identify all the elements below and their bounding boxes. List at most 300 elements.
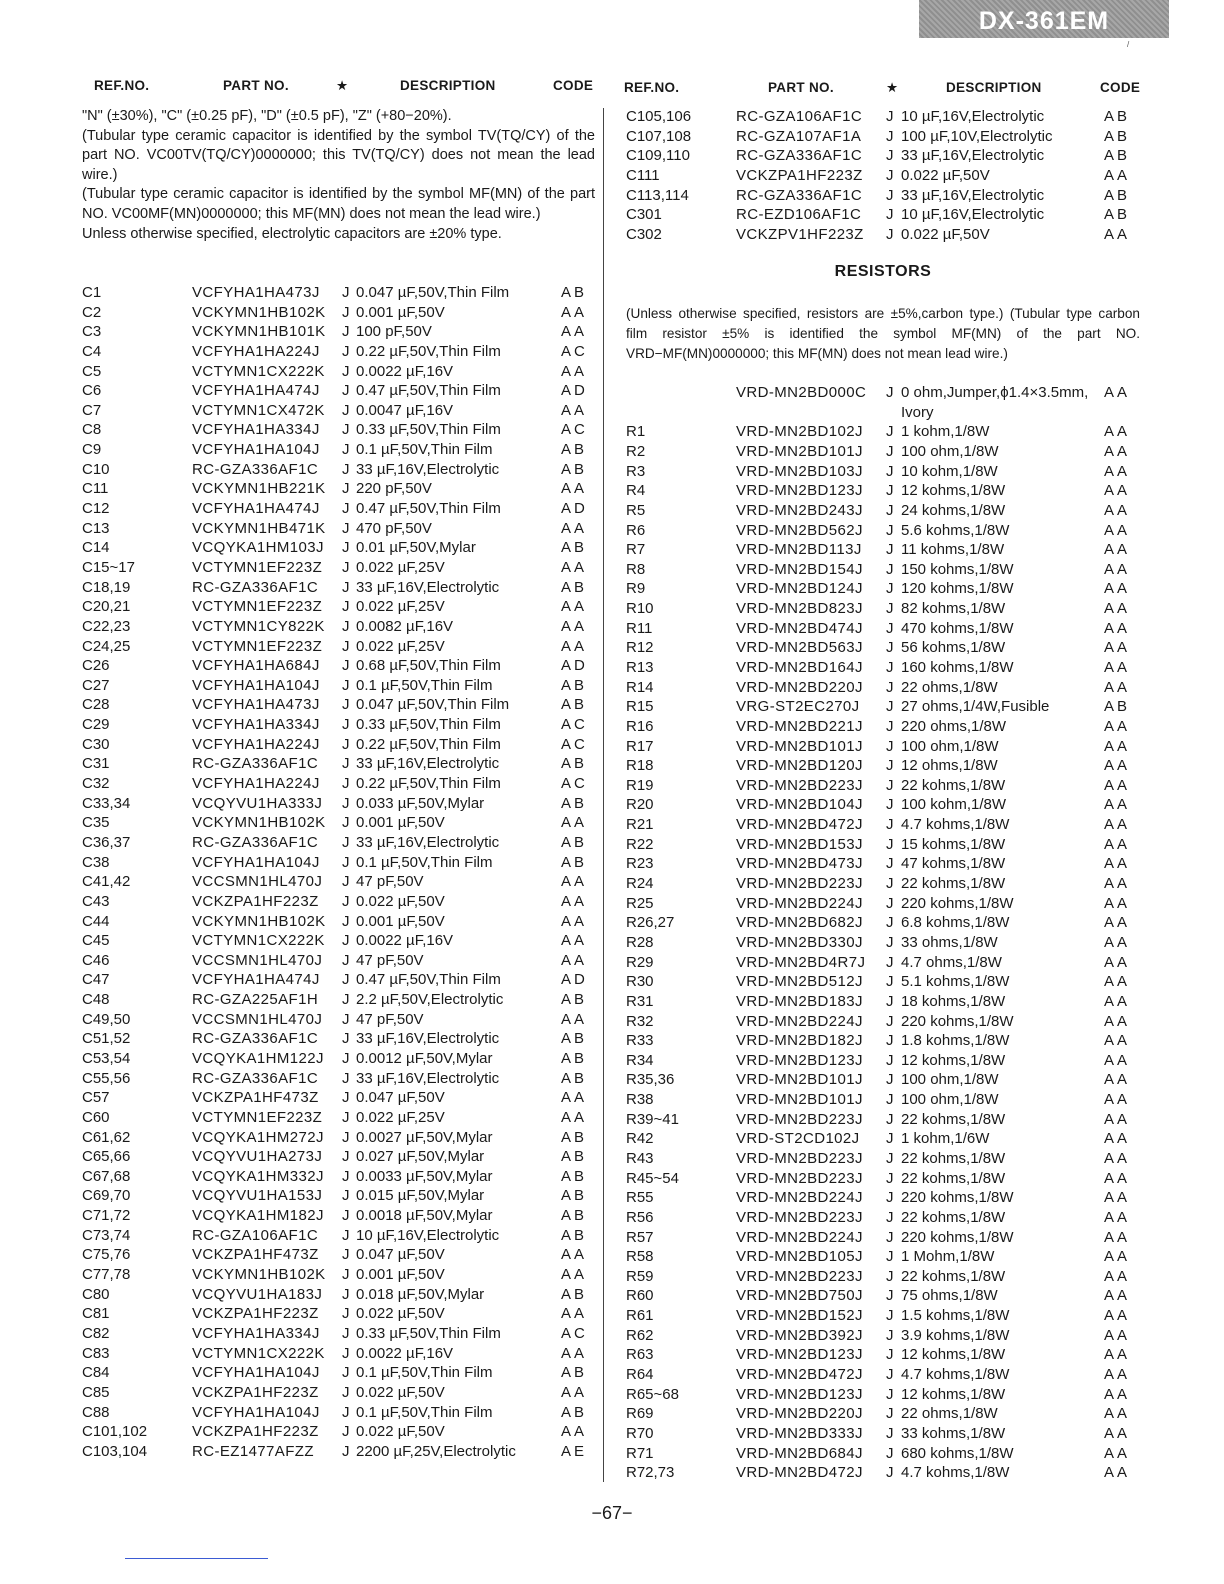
- description-cell: 220 kohms,1/8W: [901, 1189, 1014, 1207]
- rank-cell: J: [342, 558, 350, 576]
- rank-cell: J: [342, 460, 350, 478]
- rank-cell: J: [342, 1167, 350, 1185]
- description-cell: 33 µF,16V,Electrolytic: [356, 833, 500, 851]
- description-cell: 0.027 µF,50V,Mylar: [356, 1148, 485, 1166]
- part-no-cell: VCQYKA1HM182J: [192, 1207, 324, 1225]
- description-cell: 22 kohms,1/8W: [901, 1150, 1006, 1167]
- part-no-cell: VCKZPA1HF473Z: [192, 1246, 319, 1264]
- part-no-cell: VCTYMN1EF223Z: [192, 598, 323, 616]
- code-cell: AB: [1104, 147, 1131, 165]
- description-cell: 0.22 µF,50V,Thin Film: [356, 775, 501, 793]
- description-cell: 2200 µF,25V,Electrolytic: [356, 1442, 516, 1460]
- part-no-cell: VRD-MN2BD472J: [736, 816, 863, 834]
- code-cell: AA: [1104, 225, 1131, 243]
- code-cell: AA: [1104, 1346, 1131, 1364]
- ref-cell: R9: [626, 580, 646, 598]
- rank-cell: J: [886, 600, 894, 618]
- rank-cell: J: [342, 755, 350, 773]
- part-no-cell: VCTYMN1EF223Z: [192, 558, 323, 576]
- description-cell: 0.0022 µF,16V: [356, 362, 454, 380]
- rank-cell: J: [886, 678, 894, 696]
- part-no-cell: VCKYMN1HB102K: [192, 814, 326, 832]
- description-cell: 100 ohm,1/8W: [901, 442, 999, 460]
- header-description: DESCRIPTION: [946, 80, 1042, 95]
- code-cell: AA: [1104, 678, 1131, 696]
- ref-cell: R30: [626, 973, 654, 991]
- code-cell: AA: [561, 362, 588, 380]
- ref-cell: R10: [626, 600, 654, 618]
- part-no-cell: VCFYHA1HA474J: [192, 382, 320, 400]
- part-no-cell: VCQYKA1HM332J: [192, 1167, 324, 1185]
- ref-cell: R18: [626, 757, 654, 775]
- rank-cell: J: [342, 1207, 350, 1225]
- code-cell: AB: [561, 1285, 588, 1303]
- part-no-cell: VRD-MN2BD224J: [736, 1228, 863, 1246]
- rank-cell: J: [886, 580, 894, 598]
- ref-cell: C1: [82, 284, 102, 301]
- code-cell: AC: [561, 1324, 588, 1342]
- code-cell: AA: [561, 401, 588, 419]
- part-no-cell: RC-GZA336AF1C: [192, 755, 319, 773]
- ref-cell: C81: [82, 1305, 110, 1323]
- description-cell: 0.033 µF,50V,Mylar: [356, 794, 485, 812]
- description-cell: 33 µF,16V,Electrolytic: [901, 186, 1045, 204]
- ref-cell: R61: [626, 1307, 654, 1325]
- description-cell: 0.047 µF,50V: [356, 1246, 445, 1264]
- description-cell: 0.047 µF,50V: [356, 1089, 445, 1107]
- part-no-cell: VCQYVU1HA333J: [192, 794, 323, 812]
- ref-cell: C28: [82, 696, 110, 714]
- tubular-tv-note: (Tubular type ceramic capacitor is identified by the symbol TV(TQ/CY) of the part NO. VC00TV(TQ/CY)0000000; this TV(TQ/CY) does not mean the lead wire.): [82, 127, 595, 183]
- ref-cell: R12: [626, 639, 654, 657]
- part-no-cell: VCFYHA1HA104J: [192, 676, 320, 694]
- description-cell: 33 µF,16V,Electrolytic: [356, 1069, 500, 1087]
- ref-cell: C47: [82, 971, 110, 989]
- rank-cell: J: [886, 1248, 894, 1266]
- description-cell: 0.022 µF,25V: [356, 598, 445, 616]
- rank-cell: J: [342, 833, 350, 851]
- code-cell: AA: [1104, 521, 1131, 539]
- part-no-cell: VRD-MN2BD223J: [736, 1169, 863, 1187]
- ref-cell: R2: [626, 442, 646, 460]
- description-cell: 10 µF,16V,Electrolytic: [356, 1226, 500, 1244]
- part-no-cell: VRD-MN2BD223J: [736, 1267, 863, 1285]
- ref-cell: R16: [626, 717, 654, 735]
- rank-cell: J: [886, 1012, 894, 1030]
- code-cell: AC: [561, 716, 588, 734]
- description-cell: 33 µF,16V,Electrolytic: [356, 578, 500, 596]
- ref-cell: R5: [626, 501, 646, 519]
- ref-cell: C53,54: [82, 1049, 131, 1067]
- ref-cell: R4: [626, 482, 646, 500]
- header-description: DESCRIPTION: [400, 78, 496, 93]
- part-no-cell: VCQYVU1HA183J: [192, 1285, 323, 1303]
- rank-cell: J: [886, 875, 894, 893]
- part-no-cell: VRD-MN2BD563J: [736, 639, 863, 657]
- rank-cell: J: [886, 619, 894, 637]
- rank-cell: J: [886, 1464, 894, 1482]
- code-cell: AA: [1104, 1208, 1131, 1226]
- header-ref-no: REF.NO.: [94, 78, 150, 93]
- electrolytic-note: Unless otherwise specified, electrolytic capacitors are ±20% type.: [82, 225, 502, 242]
- part-no-cell: VRD-MN2BD000C: [736, 384, 867, 401]
- ref-cell: R31: [626, 992, 654, 1010]
- ref-cell: C12: [82, 500, 110, 518]
- part-no-cell: VRD-MN2BD101J: [736, 1071, 863, 1089]
- code-cell: AA: [1104, 835, 1131, 853]
- description-cell: 220 kohms,1/8W: [901, 894, 1014, 912]
- rank-cell: J: [342, 912, 350, 930]
- rank-cell: J: [342, 480, 350, 498]
- part-no-cell: VCFYHA1HA684J: [192, 657, 320, 675]
- ref-cell: R13: [626, 658, 654, 676]
- description-cell: 4.7 ohms,1/8W: [901, 953, 1002, 971]
- ref-cell: R8: [626, 560, 646, 578]
- code-cell: AB: [561, 1148, 588, 1166]
- description-cell: 0.33 µF,50V,Thin Film: [356, 1324, 501, 1342]
- ref-cell: C26: [82, 657, 110, 675]
- rank-cell: J: [342, 637, 350, 655]
- rank-cell: J: [886, 1444, 894, 1462]
- rank-cell: J: [886, 1169, 894, 1187]
- rank-cell: J: [886, 482, 894, 500]
- rank-cell: J: [886, 757, 894, 775]
- part-no-cell: VRD-MN2BD823J: [736, 600, 863, 618]
- description-cell: 24 kohms,1/8W: [901, 501, 1006, 519]
- header-code: CODE: [553, 78, 594, 93]
- resistors-note: (Unless otherwise specified, resistors are ±5%,carbon type.) (Tubular type carbon film resistor ±5% is identified the symbol MF(MN) of the part NO. VRD−MF(MN)0000000; this MF(MN) does not mean lead wire.): [626, 306, 1140, 361]
- rank-cell: J: [886, 1110, 894, 1128]
- rank-cell: J: [342, 1442, 350, 1460]
- part-no-cell: RC-GZA336AF1C: [192, 833, 319, 851]
- rank-cell: J: [886, 501, 894, 519]
- rank-cell: J: [886, 658, 894, 676]
- code-cell: AA: [561, 303, 588, 321]
- ref-cell: R24: [626, 875, 654, 893]
- description-cell: 150 kohms,1/8W: [901, 560, 1014, 578]
- ref-cell: R57: [626, 1228, 654, 1246]
- part-no-cell: VCQYKA1HM122J: [192, 1049, 324, 1067]
- code-cell: AB: [1104, 206, 1131, 224]
- description-cell: 33 kohms,1/8W: [901, 1424, 1006, 1442]
- part-no-cell: VCTYMN1CX472K: [192, 401, 325, 419]
- part-no-cell: VCFYHA1HA334J: [192, 716, 320, 734]
- rank-cell: J: [886, 953, 894, 971]
- rank-cell: J: [886, 1424, 894, 1442]
- ref-cell: C41,42: [82, 873, 131, 891]
- rank-cell: J: [342, 1030, 350, 1048]
- rank-cell: J: [342, 1305, 350, 1323]
- ref-cell: C7: [82, 401, 102, 419]
- description-cell: 56 kohms,1/8W: [901, 639, 1006, 657]
- rank-cell: J: [342, 657, 350, 675]
- ref-cell: C33,34: [82, 794, 131, 812]
- code-cell: AA: [561, 1266, 588, 1284]
- rank-cell: J: [886, 166, 894, 184]
- description-cell: 0.0022 µF,16V: [356, 932, 454, 950]
- ref-cell: C60: [82, 1108, 110, 1126]
- rank-cell: J: [342, 1069, 350, 1087]
- part-no-cell: RC-GZA106AF1C: [736, 108, 863, 125]
- ref-cell: C46: [82, 951, 110, 969]
- code-cell: AA: [1104, 462, 1131, 480]
- ref-cell: R56: [626, 1208, 654, 1226]
- part-no-cell: RC-GZA336AF1C: [192, 578, 319, 596]
- ref-cell: C27: [82, 676, 110, 694]
- ref-cell: R33: [626, 1032, 654, 1050]
- description-cell: 0.0082 µF,16V: [356, 617, 454, 635]
- code-cell: AA: [1104, 894, 1131, 912]
- part-no-cell: VCKZPA1HF223Z: [192, 1423, 319, 1441]
- ref-cell: C10: [82, 460, 110, 478]
- description-cell: 11 kohms,1/8W: [901, 541, 1005, 559]
- rank-cell: J: [342, 323, 350, 341]
- ref-cell: R71: [626, 1444, 654, 1462]
- ref-cell: C49,50: [82, 1010, 131, 1028]
- ref-cell: C82: [82, 1324, 110, 1342]
- code-cell: AB: [561, 991, 588, 1009]
- part-no-cell: RC-GZA106AF1C: [192, 1226, 319, 1244]
- rank-cell: J: [342, 539, 350, 557]
- ref-cell: C5: [82, 362, 102, 380]
- rank-cell: J: [342, 735, 350, 753]
- code-cell: AA: [561, 617, 588, 635]
- part-no-cell: RC-GZA107AF1A: [736, 127, 862, 145]
- part-no-cell: VCTYMN1CX222K: [192, 362, 325, 380]
- ref-cell: R29: [626, 953, 654, 971]
- part-no-cell: VRD-MN2BD221J: [736, 717, 863, 735]
- capacitor-notes: [82, 107, 595, 244]
- ref-cell: C3: [82, 323, 102, 341]
- description-cell: 0.0012 µF,50V,Mylar: [356, 1049, 493, 1067]
- rank-cell: J: [886, 835, 894, 853]
- ref-cell: C105,106: [626, 108, 692, 125]
- description-cell: 12 kohms,1/8W: [901, 1385, 1006, 1403]
- code-cell: AB: [561, 539, 588, 557]
- description-cell: 0.001 µF,50V: [356, 1266, 445, 1284]
- part-no-cell: VRD-MN2BD223J: [736, 1150, 863, 1167]
- header-code: CODE: [1100, 80, 1141, 95]
- part-no-cell: VCFYHA1HA104J: [192, 441, 320, 459]
- code-cell: AB: [561, 1030, 588, 1048]
- rank-cell: J: [342, 1187, 350, 1205]
- header-star: ★: [336, 78, 349, 93]
- part-no-cell: VRD-MN2BD684J: [736, 1444, 863, 1462]
- part-no-cell: VCFYHA1HA334J: [192, 421, 320, 439]
- ref-cell: C88: [82, 1403, 110, 1421]
- ref-cell: C38: [82, 853, 110, 871]
- description-cell: 33 µF,16V,Electrolytic: [901, 147, 1045, 165]
- description-cell: 0.47 µF,50V,Thin Film: [356, 500, 501, 518]
- description-cell: 1.5 kohms,1/8W: [901, 1307, 1010, 1325]
- part-no-cell: VCCSMN1HL470J: [192, 951, 323, 969]
- part-no-cell: VRD-MN2BD153J: [736, 835, 863, 853]
- part-no-cell: VCKZPV1HF223Z: [736, 225, 864, 243]
- ref-cell: R72,73: [626, 1464, 675, 1482]
- code-cell: AB: [561, 1226, 588, 1244]
- rank-cell: J: [342, 1364, 350, 1382]
- code-cell: AA: [1104, 992, 1131, 1010]
- description-cell: 0.015 µF,50V,Mylar: [356, 1187, 485, 1205]
- header-part-no: PART NO.: [768, 80, 834, 95]
- rank-cell: J: [886, 462, 894, 480]
- code-cell: AC: [561, 342, 588, 360]
- code-cell: AA: [561, 558, 588, 576]
- part-no-cell: VCKZPA1HF223Z: [192, 892, 319, 910]
- part-no-cell: VRD-MN2BD333J: [736, 1424, 863, 1442]
- code-cell: AB: [1104, 108, 1131, 125]
- description-cell: 15 kohms,1/8W: [901, 835, 1006, 853]
- ref-cell: C69,70: [82, 1187, 131, 1205]
- description-cell: 680 kohms,1/8W: [901, 1444, 1014, 1462]
- rank-cell: J: [342, 1089, 350, 1107]
- code-cell: AB: [561, 578, 588, 596]
- description-cell: 0.0022 µF,16V: [356, 1344, 454, 1362]
- ref-cell: R14: [626, 678, 654, 696]
- part-no-cell: VRD-MN2BD512J: [736, 973, 863, 991]
- code-cell: AB: [561, 1167, 588, 1185]
- registration-mark: /: [1127, 40, 1130, 49]
- part-no-cell: VRD-MN2BD120J: [736, 757, 863, 775]
- part-no-cell: VCFYHA1HA224J: [192, 735, 320, 753]
- rank-cell: J: [342, 1285, 350, 1303]
- rank-cell: J: [342, 873, 350, 891]
- code-cell: AB: [561, 1403, 588, 1421]
- ref-cell: C73,74: [82, 1226, 131, 1244]
- part-no-cell: VCCSMN1HL470J: [192, 873, 323, 891]
- code-cell: AA: [561, 1108, 588, 1126]
- code-cell: AA: [1104, 1405, 1131, 1423]
- code-cell: AA: [561, 951, 588, 969]
- description-cell: 100 µF,10V,Electrolytic: [901, 127, 1053, 145]
- code-cell: AA: [1104, 737, 1131, 755]
- description-cell: 0.1 µF,50V,Thin Film: [356, 853, 493, 871]
- ref-cell: C13: [82, 519, 110, 537]
- ref-cell: R70: [626, 1424, 654, 1442]
- rank-cell: J: [342, 578, 350, 596]
- code-cell: AA: [1104, 1326, 1131, 1344]
- part-no-cell: RC-GZA336AF1C: [192, 1069, 319, 1087]
- part-no-cell: VCFYHA1HA334J: [192, 1324, 320, 1342]
- description-cell: 0.018 µF,50V,Mylar: [356, 1285, 485, 1303]
- code-cell: AA: [1104, 816, 1131, 834]
- part-no-cell: VCQYVU1HA153J: [192, 1187, 323, 1205]
- part-no-cell: RC-GZA336AF1C: [736, 147, 863, 165]
- description-cell: 12 kohms,1/8W: [901, 482, 1006, 500]
- ref-cell: R38: [626, 1091, 654, 1109]
- ref-cell: C20,21: [82, 598, 131, 616]
- ref-cell: C36,37: [82, 833, 131, 851]
- rank-cell: J: [342, 716, 350, 734]
- description-cell: 0.0018 µF,50V,Mylar: [356, 1207, 493, 1225]
- code-cell: AA: [1104, 973, 1131, 991]
- part-no-cell: VCKZPA1HF223Z: [736, 166, 863, 184]
- tolerance-note: "N" (±30%), "C" (±0.25 pF), "D" (±0.5 pF), "Z" (+80−20%).: [82, 108, 452, 124]
- description-cell: 220 kohms,1/8W: [901, 1012, 1014, 1030]
- header-ref-no: REF.NO.: [624, 80, 680, 95]
- rank-cell: J: [886, 423, 894, 441]
- description-cell: 22 kohms,1/8W: [901, 1110, 1006, 1128]
- ref-cell: C302: [626, 225, 662, 243]
- description-cell: 0.1 µF,50V,Thin Film: [356, 1403, 493, 1421]
- code-cell: AB: [561, 1069, 588, 1087]
- rank-cell: J: [342, 1128, 350, 1146]
- part-no-cell: VRD-MN2BD223J: [736, 1208, 863, 1226]
- description-cell: 100 ohm,1/8W: [901, 1091, 999, 1109]
- ref-cell: C15~17: [82, 558, 135, 576]
- code-cell: AB: [561, 284, 588, 301]
- ref-cell: C109,110: [626, 147, 690, 165]
- code-cell: AB: [561, 696, 588, 714]
- ref-cell: R59: [626, 1267, 654, 1285]
- rank-cell: J: [342, 794, 350, 812]
- ref-cell: R64: [626, 1366, 654, 1384]
- part-no-cell: VCTYMN1CX222K: [192, 932, 325, 950]
- rank-cell: J: [342, 1010, 350, 1028]
- part-no-cell: RC-GZA336AF1C: [192, 1030, 319, 1048]
- code-cell: AA: [1104, 1091, 1131, 1109]
- code-cell: AA: [1104, 796, 1131, 814]
- part-no-cell: VCTYMN1CY822K: [192, 617, 325, 635]
- part-no-cell: VRD-MN2BD103J: [736, 462, 863, 480]
- code-cell: AA: [1104, 776, 1131, 794]
- ref-cell: R55: [626, 1189, 654, 1207]
- ref-cell: C32: [82, 775, 110, 793]
- code-cell: AA: [561, 1344, 588, 1362]
- code-cell: AA: [561, 598, 588, 616]
- rank-cell: J: [886, 127, 894, 145]
- description-cell: 18 kohms,1/8W: [901, 992, 1006, 1010]
- code-cell: AA: [561, 912, 588, 930]
- ref-cell: R28: [626, 933, 654, 951]
- code-cell: AA: [561, 892, 588, 910]
- ref-cell: C61,62: [82, 1128, 131, 1146]
- code-cell: AA: [561, 323, 588, 341]
- rank-cell: J: [342, 853, 350, 871]
- code-cell: AA: [1104, 1150, 1131, 1167]
- resistors-title: RESISTORS: [834, 263, 932, 280]
- rank-cell: J: [886, 1307, 894, 1325]
- ref-cell: R6: [626, 521, 646, 539]
- code-cell: AB: [1104, 186, 1131, 204]
- code-cell: AA: [1104, 953, 1131, 971]
- ref-cell: C301: [626, 206, 662, 224]
- description-cell: 33 µF,16V,Electrolytic: [356, 1030, 500, 1048]
- ref-cell: C77,78: [82, 1266, 131, 1284]
- part-no-cell: VCFYHA1HA104J: [192, 1364, 320, 1382]
- rank-cell: J: [342, 421, 350, 439]
- description-cell: 1.8 kohms,1/8W: [901, 1032, 1010, 1050]
- rank-cell: J: [342, 932, 350, 950]
- code-cell: AA: [1104, 1110, 1131, 1128]
- code-cell: AA: [1104, 1248, 1131, 1266]
- description-cell: 47 kohms,1/8W: [901, 855, 1006, 873]
- code-cell: AA: [1104, 600, 1131, 618]
- code-cell: AA: [561, 932, 588, 950]
- code-cell: AA: [1104, 658, 1131, 676]
- model-badge: DX-361EM: [919, 0, 1169, 38]
- code-cell: AC: [561, 421, 588, 439]
- rank-cell: J: [886, 560, 894, 578]
- part-no-cell: VRD-MN2BD123J: [736, 482, 863, 500]
- rank-cell: J: [886, 639, 894, 657]
- ref-cell: R32: [626, 1012, 654, 1030]
- code-cell: AA: [561, 814, 588, 832]
- rank-cell: J: [886, 541, 894, 559]
- part-no-cell: VRD-MN2BD220J: [736, 1405, 863, 1423]
- description-cell: 6.8 kohms,1/8W: [901, 914, 1010, 932]
- description-cell: 82 kohms,1/8W: [901, 600, 1006, 618]
